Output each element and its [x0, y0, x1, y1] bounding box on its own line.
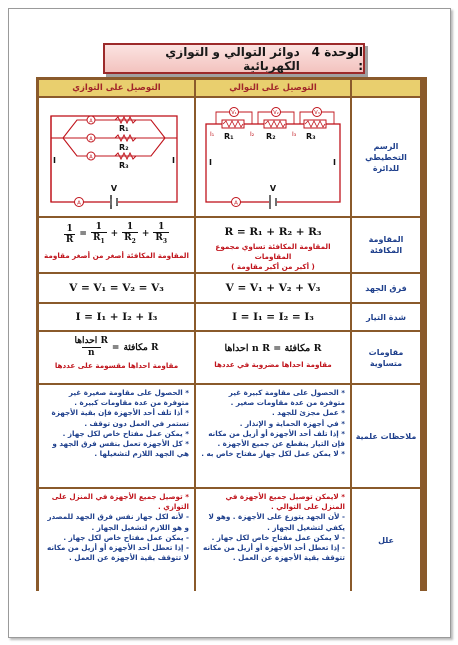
row-label-notes: ملاحظات علمية	[352, 385, 420, 487]
voltmeter-v3-label: V₃	[314, 110, 320, 116]
series-equivalent-cell	[196, 218, 350, 272]
voltmeter-v1-label: V₁	[231, 110, 237, 116]
unit-label: الوحدة 4 :	[311, 44, 363, 73]
parallel-equal-formula: R احداها n = R مكافئة	[74, 336, 159, 358]
series-equal-note: مقاومة احداها مضروبة في عددها	[214, 360, 332, 369]
row-label-reasons: علل	[352, 489, 420, 591]
parallel-equal-fraction	[75, 336, 108, 359]
parallel-r1-label: R₁	[119, 124, 129, 133]
parallel-current-right-label: I	[172, 156, 175, 165]
list-item: - لا يمكن عمل مفتاح خاص لكل جهاز .	[211, 532, 345, 542]
series-current-right-label: I	[333, 158, 336, 167]
parallel-r3-label: R₃	[119, 161, 129, 170]
series-ammeter-label: A	[234, 200, 238, 207]
list-item: * في أجهزة الحماية و الإنذار .	[239, 418, 345, 428]
header-empty	[352, 80, 420, 96]
parallel-current-left-label: I	[53, 156, 56, 165]
parallel-equal-den: n	[82, 347, 101, 359]
unit-title: دوائر التوالي و التوازي الكهربائية	[165, 44, 300, 73]
frac-r3: $\frac{1}{R_3}$	[155, 222, 168, 245]
header-parallel: التوصيل على التوازي	[39, 80, 194, 96]
voltmeter-v2-label: V₂	[273, 110, 279, 116]
list-item: - إذا تعطل أحد الأجهزة أو أزيل من مكانه لا تتوقف بقية الأجهزة عن العمل .	[47, 543, 189, 563]
ammeter-a3-label: A	[89, 154, 93, 161]
row-label-diagram: الرسم التخطيطي للدائرة	[352, 98, 420, 216]
list-item: - لأنه لكل جهاز نفس فرق الجهد للمصدر و هو اللازم لتشغيل الجهاز .	[47, 512, 189, 532]
list-item: * إذا تلف أحد الأجهزة أو أزيل من مكانه فإن التيار ينقطع عن جميع الأجهزة .	[208, 428, 345, 449]
parallel-r2-label: R₂	[119, 143, 129, 152]
frac-r2: $\frac{1}{R_2}$	[124, 222, 136, 245]
parallel-current-formula: I = I₁ + I₂ + I₃	[39, 304, 194, 330]
list-item: - إذا تعطل أحد الأجهزة أو أزيل من مكانه تتوقف بقية الأجهزة عن العمل .	[203, 543, 345, 563]
frac-lhs: $\frac{1}{R}$	[65, 223, 74, 245]
parallel-circuit-svg	[39, 98, 194, 216]
parallel-equal-cell	[39, 332, 194, 383]
series-equivalent-formula: R = R₁ + R₂ + R₃	[224, 226, 322, 238]
comparison-table	[36, 77, 427, 591]
row-label-voltage: فرق الجهد	[352, 274, 420, 302]
series-circuit-diagram	[196, 98, 350, 216]
series-i1-label: I₁	[210, 131, 215, 138]
list-item: * كل الأجهزة تعمل بنفس فرق الجهد و هي الجهد اللازم لتشغيلها .	[52, 439, 189, 459]
series-equal-formula: R مكافئة = n R احداها	[224, 342, 322, 354]
list-item: - لأن الجهد يتوزع على الأجهزة . وهو لا يكفي لتشغيل الجهاز .	[208, 512, 345, 532]
series-notes	[196, 385, 350, 487]
parallel-equivalent-note: المقاومة المكافئة أصغر من أصغر مقاومة	[44, 250, 189, 260]
series-voltage-formula: V = V₁ + V₂ + V₃	[196, 274, 350, 302]
header-series: التوصيل على التوالي	[196, 80, 350, 96]
list-item: * توصيل جميع الأجهزة في المنزل على التوازي .	[51, 492, 189, 512]
list-item: - يمكن عمل مفتاح خاص لكل جهاز .	[63, 532, 189, 542]
series-equivalent-note-2: ( أكبر من أكبر مقاومة )	[231, 262, 315, 271]
list-item: * أذا تلف أحد الأجهزة فإن بقية الأجهزة تستمر في العمل دون توقف .	[51, 408, 189, 428]
series-i3-label: I₃	[292, 131, 297, 138]
ammeter-a1-label: A	[89, 118, 93, 125]
parallel-circuit-diagram	[39, 98, 194, 216]
series-reasons	[196, 489, 350, 591]
parallel-reasons	[39, 489, 194, 591]
row-label-current: شدة التيار	[352, 304, 420, 330]
row-label-equivalent: المقاومة المكافئة	[352, 218, 420, 272]
list-item: * الحصول على مقاومة صغيرة غير متوفرة من عدة مقاومات كبيرة .	[68, 388, 189, 408]
parallel-equal-lhs: R مكافئة	[123, 342, 159, 353]
ammeter-a2-label: A	[89, 136, 93, 143]
series-equal-cell	[196, 332, 350, 383]
parallel-equivalent-cell	[39, 218, 194, 272]
row-label-equal: مقاومات متساوية	[352, 332, 420, 383]
parallel-equivalent-formula: $\frac{1}{R}$ = $\frac{1}{R_1}$ + $\frac{1}{R_2}$ + $\frac{1}{R_3}$	[65, 222, 168, 245]
page-title	[103, 43, 365, 74]
parallel-equal-num: R احداها	[74, 336, 108, 346]
series-current-formula: I = I₁ = I₂ = I₃	[196, 304, 350, 330]
series-current-left-label: I	[209, 158, 212, 167]
parallel-equal-note: مقاومة احداها مقسومة على عددها	[54, 361, 179, 370]
series-circuit-svg	[196, 98, 350, 216]
parallel-voltage-label: V	[110, 184, 118, 193]
list-item: * لا يمكن عمل لكل جهاز مفتاح خاص به .	[201, 449, 345, 459]
series-i2-label: I₂	[250, 131, 255, 138]
parallel-ammeter-label: A	[77, 200, 81, 207]
series-r1-label: R₁	[224, 132, 234, 141]
series-r2-label: R₂	[266, 132, 276, 141]
series-voltage-label: V	[269, 184, 277, 193]
series-equivalent-note-1: المقاومة المكافئة تساوي مجموع المقاومات	[215, 242, 331, 261]
series-r3-label: R₃	[306, 132, 316, 141]
list-item: * يمكن عمل مفتاح خاص لكل جهاز .	[62, 428, 189, 438]
list-item: * عمل مجزئ للجهد .	[271, 408, 345, 418]
parallel-voltage-formula: V = V₁ = V₂ = V₃	[39, 274, 194, 302]
list-item: * لايمكن توصيل جميع الأجهزة في المنزل على التوالي .	[225, 492, 345, 512]
parallel-notes	[39, 385, 194, 487]
list-item: * الحصول على مقاومة كبيرة غير متوفرة من عدة مقاومات صغير .	[228, 388, 345, 408]
frac-r1: $\frac{1}{R_1}$	[92, 222, 105, 245]
